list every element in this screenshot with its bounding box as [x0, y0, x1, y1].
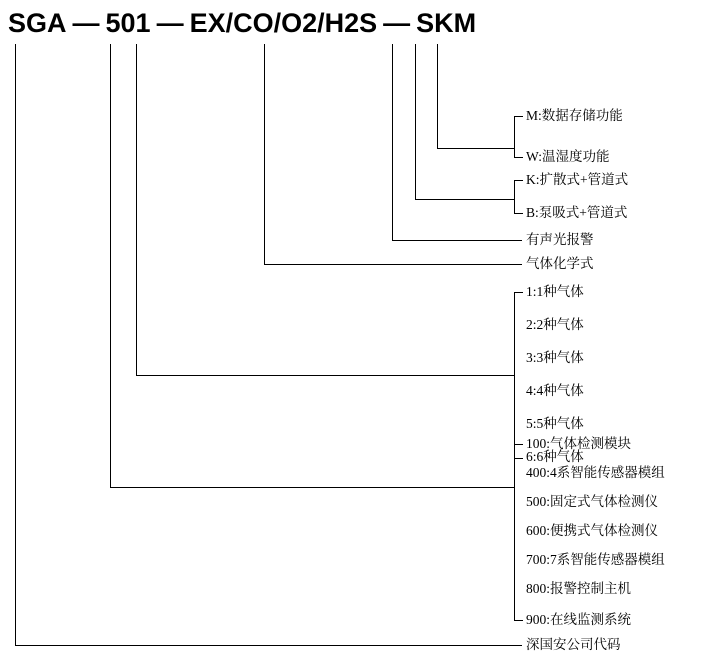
label-gascount-2: 3:3种气体	[526, 350, 584, 365]
connector-alarm	[392, 240, 522, 241]
label-alarm: 有声光报警	[526, 232, 594, 247]
code-separator-1: —	[72, 8, 100, 38]
bracket-sampling	[514, 180, 515, 213]
tick-series-0	[514, 444, 523, 445]
bracket-storage	[514, 116, 515, 157]
connector-gascount	[136, 375, 514, 376]
tick-gascount-5	[514, 458, 523, 459]
label-series-1: 400:4系智能传感器模组	[526, 465, 665, 480]
tick-sampling-0	[514, 180, 523, 181]
label-gascount-5: 6:6种气体	[526, 449, 584, 464]
code-separator-2: —	[156, 8, 184, 38]
label-gaschem: 气体化学式	[526, 256, 594, 271]
code-segment-suffix: SKM	[416, 8, 477, 38]
leader-line-sampling	[415, 44, 416, 199]
tick-gascount-0	[514, 292, 523, 293]
leader-line-company	[15, 44, 16, 645]
label-series-3: 600:便携式气体检测仪	[526, 523, 659, 538]
label-series-6: 900:在线监测系统	[526, 612, 632, 627]
label-gascount-3: 4:4种气体	[526, 383, 584, 398]
label-gascount-4: 5:5种气体	[526, 416, 584, 431]
leader-line-gaschem	[264, 44, 265, 264]
bracket-series	[514, 444, 515, 620]
connector-sampling	[415, 199, 514, 200]
label-storage-1: W:温湿度功能	[526, 149, 610, 164]
code-segment-gas: EX/CO/O2/H2S	[189, 8, 378, 38]
label-series-5: 800:报警控制主机	[526, 581, 632, 596]
tick-series-6	[514, 620, 523, 621]
leader-line-gascount	[136, 44, 137, 375]
label-sampling-0: K:扩散式+管道式	[526, 172, 629, 187]
label-series-0: 100:气体检测模块	[526, 436, 632, 451]
leader-line-storage	[437, 44, 438, 148]
label-storage-0: M:数据存储功能	[526, 108, 623, 123]
label-series-2: 500:固定式气体检测仪	[526, 494, 659, 509]
tick-storage-0	[514, 116, 523, 117]
connector-storage	[437, 148, 514, 149]
connector-series	[110, 487, 514, 488]
connector-company	[15, 645, 522, 646]
code-segment-series: 501	[105, 8, 151, 38]
leader-line-series	[110, 44, 111, 487]
tick-storage-1	[514, 157, 523, 158]
bracket-gascount	[514, 292, 515, 458]
label-gascount-1: 2:2种气体	[526, 317, 584, 332]
label-series-4: 700:7系智能传感器模组	[526, 552, 665, 567]
tick-sampling-1	[514, 213, 523, 214]
code-segment-brand: SGA	[8, 8, 67, 38]
label-company: 深国安公司代码	[526, 637, 621, 652]
model-code-line	[8, 8, 476, 39]
connector-gaschem	[264, 264, 522, 265]
code-separator-3: —	[383, 8, 411, 38]
label-gascount-0: 1:1种气体	[526, 284, 584, 299]
leader-line-alarm	[392, 44, 393, 240]
label-sampling-1: B:泵吸式+管道式	[526, 205, 628, 220]
